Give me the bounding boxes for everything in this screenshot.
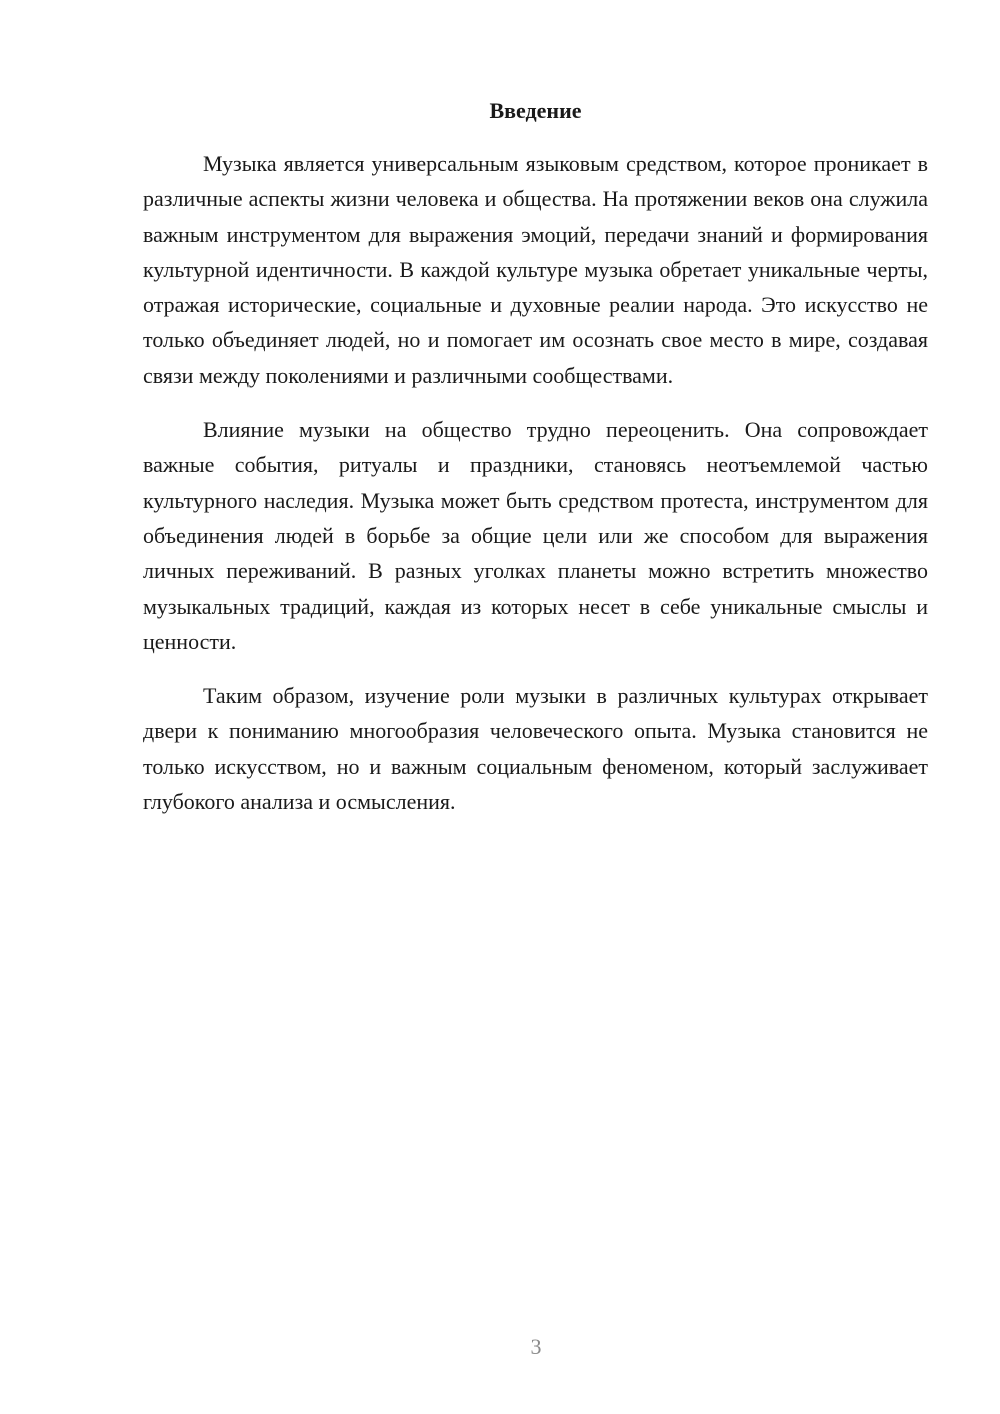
page-content bbox=[143, 96, 928, 838]
section-heading: Введение bbox=[489, 98, 582, 123]
paragraph-3: Таким образом, изучение роли музыки в различных культурах открывает двери к пониманию многообразия человеческого опыта. Музыка становится не только искусством, но и важным социальным феноменом, который заслуживает глубокого анализа и осмысления. bbox=[143, 683, 928, 815]
paragraph-1: Музыка является универсальным языковым средством, которое проникает в различные аспекты жизни человека и общества. На протяжении веков она служила важным инструментом для выражения эмоций, передачи знаний и формирования культурной идентичности. В каждой культуре музыка обретает уникальные черты, отражая исторические, социальные и духовные реалии народа. Это искусство не только объединяет людей, но и помогает им осознать свое место в мире, создавая связи между поколениями и различными сообществами. bbox=[143, 151, 928, 388]
paragraph-2: Влияние музыки на общество трудно переоценить. Она сопровождает важные события, ритуалы и праздники, становясь неотъемлемой частью культурного наследия. Музыка может быть средством протеста, инструментом для объединения людей в борьбе за общие цели или же способом для выражения личных переживаний. В разных уголках планеты можно встретить множество музыкальных традиций, каждая из которых несет в себе уникальные смыслы и ценности. bbox=[143, 417, 928, 654]
page-number: 3 bbox=[530, 1334, 542, 1359]
